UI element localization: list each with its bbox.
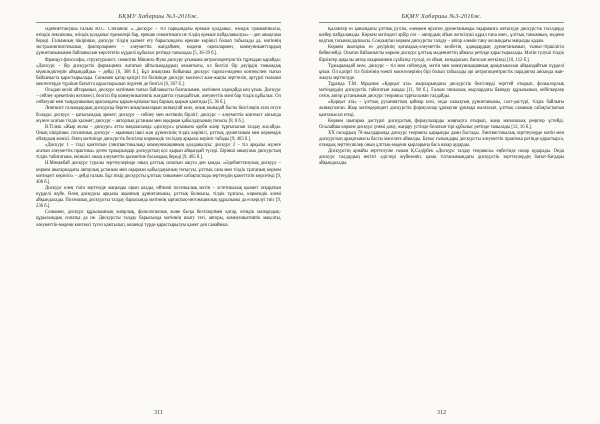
paragraph: Н.Мөңкебай дискурс туралы зерттеулерінде оның ұлттық сипатын ашуға ден қояды. «Әдебиеттанулық дискурс – көркем шығармадағы авторлық ұстаным мен оқырман қабылдауының тоғысуы, ұлттық сана мен тілдік тұлғаның көркем мәтіндегі көрінісі» – дейді ғалым. Бұл пікір дискурсты ұлттық таныммен сабақтастыра зерттеудің қажеттігін көрсетеді [9, 406 б.].	[36, 161, 281, 185]
paragraph: Қаламгер өз қанындағы ұлттық рухты, өлеңмен өрілген дүниетанымды оқырманға жеткізуде дискурстік тәсілдерді шебер пайдаланады. Көркем мәтіндегі әрбір сөз – автордың ойын жеткізуші құрал ғана емес, ұлттық танымның, мәдени кодтың тасымалдаушысы. Сондықтан көркем дискурсты талдау – автор әлемін тану жолындағы маңызды қадам.	[319, 27, 564, 45]
paragraph: Дискурстің арнайы зерттелуіне ғалым Қ.Сәдірбек «Дискурс талдау теориясы» еңбегінде назар аударады. Онда дискурс талдаудың негізгі әдістері жүйеленіп, қазақ тілтанымындағы дискурстік зерттеулердің бағыт-бағдары айқындалады.	[319, 149, 564, 167]
paragraph: Дискурс өлең тілін зерттеуде маңызды орын алады, өйткені поэтикалық мәтін – эстетикалық қызмет атқаратын күрделі жүйе. Өлең дискурсы арқылы ақынның дүниетанымы, ұлттық болмысы, тілдік тұлғасы, көркемдік әлемі айқындалады. Поэзиялық дискурсты талдау барысында мәтіннің ырғақтық-интонациялық құрылымы да ескерілуі тиіс [9, 236 б.].	[36, 185, 281, 210]
paragraph: Көркем шығарма дәстүрлі дискурстық формулаларды жаңғырта отырып, жаңа мағыналық реңктер үстейді. Осылайша көркем дискурс үнемі даму, жаңару үстінде болатын тірі құбылыс ретінде танылады [12, 16 б.].	[319, 118, 564, 130]
paragraph: Осыдан келіп айтарымыз, дискурс мәтінмен тығыз байланысты болғанымен, мәтіннен әлдеқайда кең ұғым. Дискурс – сөйлеу әрекетінің нәтижесі, белгілі бір коммуникативтік жағдаятта туындайтын, әлеуметтік мәні бар тілдік құбылыс. Ол сөйлеуші мен тыңдаушының арасындағы қарым-қатынастың барлық қырын қамтиды [5, 36 б.].	[36, 88, 281, 106]
running-header: БҚМУ Хабаршы №3-2016ж.	[319, 13, 564, 23]
page-number: 312	[436, 409, 447, 416]
page-number: 311	[153, 409, 164, 416]
page-right	[319, 13, 564, 416]
paragraph: Сонымен, дискурс құрылымның жанрлық, фонологиялық және басқа белгілерімен қатар, өзіндік мазмұндық-құрылымдық сипатқа да ие. Дискурсты талдау барысында мәтіннің шығу тегі, авторы, коммуникативтік мақсаты, әлеуметтік-мәдени контексі түгел қамтылып, кешенді түрде қарастырылуы қажет деп санаймыз.	[36, 210, 281, 228]
paragraph: Әдебиеттанушы ғалым Ю.С. Степанов: «...дискурс – тіл парқындағы ерекше қолданыс, өзіндік грамматикасы, өзіндік лексиконы, өзіндік қолданыс ережелері бар, ерекше семантикаға ие тілдің ерекше пайдаланылуы» – деп анықтама береді. Ғалымның пікірінше, дискурс тілдің қызмет ету барысындағы ерекше көрінісі болып табылады да, мәтіннің экстралингвистикалық факторлармен – әлеуметтік жағдаймен, мәдени оқиғалармен, коммуниканттардың дүниетанымымен байланысын көрсететін күрделі құбылыс ретінде танылады [5, 36-39 б.].	[36, 27, 281, 57]
paragraph: В.Тілеш «Жыр жолы – дискурс» атты мақаласында «дискурс» ұғымына әдеби жанр тұрғысынан талдау жасайды. Оның пікірінше, поэзиялық дискурс – ақынның ішкі жан дүниесінің тілдік көрінісі, ұлттық дүниетаным мен көркемдік ойлаудың жемісі. Өлең мәтінінде дискурстік белгілер көркемдік тәсілдер арқылы көрініс табады [9, 403 б.].	[36, 124, 281, 142]
paragraph: Француз философы, структуралист, семиотик Мишель Фуко дискурс ұғымына антропоцентристік тұрғыдан қарайды: «Дискурс – бір дискурстік формацияға жататын айтылымдардың жиынтығы, ол белгілі бір дәуірдің танымдық мүмкіндіктерін айқындайды» – дейді [6, 368 б.]. Бұл анықтама бойынша дискурс тарихи-мәдени контекспен тығыз байланыста қарастырылады. Сонымен қатар қазіргі тіл білімінде дискурс мәселесі жан-жақты зерттеліп, әртүрлі ғылыми мектептерде түрліше бағытта қарастырылып жүргені де белгілі [6, 367 б.].	[36, 57, 281, 87]
page-body	[36, 27, 281, 405]
page-left	[36, 13, 281, 416]
paragraph: Көркем шығарма өз дәуірінің қоғамдық-әлеуметтік келбетін, адамдардың дүниетанымын, тыныс-тіршілігін бейнелейді. Осыған байланысты көркем дискурс ұлттық мәдениеттің айнасы ретінде қарастырылады. Мәтін түзуші тілдік бірліктер арқылы автор оқырманмен сұхбатқа түседі, өз ойын, көзқарасын, бағасын жеткізеді [10, 112 б.].	[319, 45, 564, 63]
paragraph: Тұжырымдай келе, дискурс – тіл мен сөйлеудің, мәтін мен коммуникацияның арақатынасын айқындайтын күрделі ұғым. Ол қазіргі тіл білімінің өзекті мәселелерінің бірі болып табылады әрі антропоцентристік парадигма аясында жан-жақты зерттелуде.	[319, 63, 564, 81]
running-header: БҚМУ Хабаршы №3-2016ж.	[36, 13, 281, 23]
paragraph: Тұранда Т.М. Мұқанов «Қорқыт ата» жырларындағы дискурстік белгілерді зерттей отырып, фольклорлық мәтіндердің дискурстік табиғатын ашады [11, 98 б.]. Ғалым эпикалық жырлардағы баяндау құрылымын, кейіпкерлер сөзін, автор ұстанымын дискурс теориясы тұрғысынан талдайды.	[319, 81, 564, 100]
paragraph: «Қорқыт ата» – ұлттық руханияттың қайнар көзі, онда халықтың дүниетанымы, салт-дәстүрі, тілдік байлығы жинақталған. Жыр мәтіндеріндегі дискурстік формулалар ұрпақтан ұрпаққа жалғасып, ұлттық сананың сабақтастығын қамтамасыз етеді.	[319, 100, 564, 118]
paragraph: ХХ ғасырдың 70-жылдарында дискурс теориясы қарқынды дами бастады. Лингвистикалық зерттеулерде мәтін мен дискурстың арақатынасы басты мәселеге айналды. Батыс ғалымдары дискурсты әлеуметтік практика ретінде қарастырса, отандық зерттеушілер оның ұлттық-мәдени қырларына баса назар аударды.	[319, 130, 564, 149]
paragraph: «Дискурс 1 – тілді қамтитын (лингвистикалық) коммуникацияның қолданылуы; дискурс 2 – тіл арқылы жүзеге асатын әлеуметтік практика» деген тұжырымдар дискурстың қос қырын айқындай түседі. Бірінші анықтама дискурстың тілдік табиғатына, екіншісі оның әлеуметтік қызметіне басымдық береді [9, 405 б.].	[36, 143, 281, 161]
paragraph: Лингвист ғалымдардың дискурсқа берген анықтамаларын жинақтай келе, оның мынадай басты белгілерін атап өтуге болады: дискурс – қатысымдық әрекет; дискурс – сөйлеу мен мәтіннің бірлігі; дискурс – әлеуметтік контекст аясында жүзеге асатын тілдік қызмет; дискурс – авторлық ұстаным мен оқырман қабылдауының тоғысы [8, 8 б.].	[36, 106, 281, 124]
page-body	[319, 27, 564, 405]
